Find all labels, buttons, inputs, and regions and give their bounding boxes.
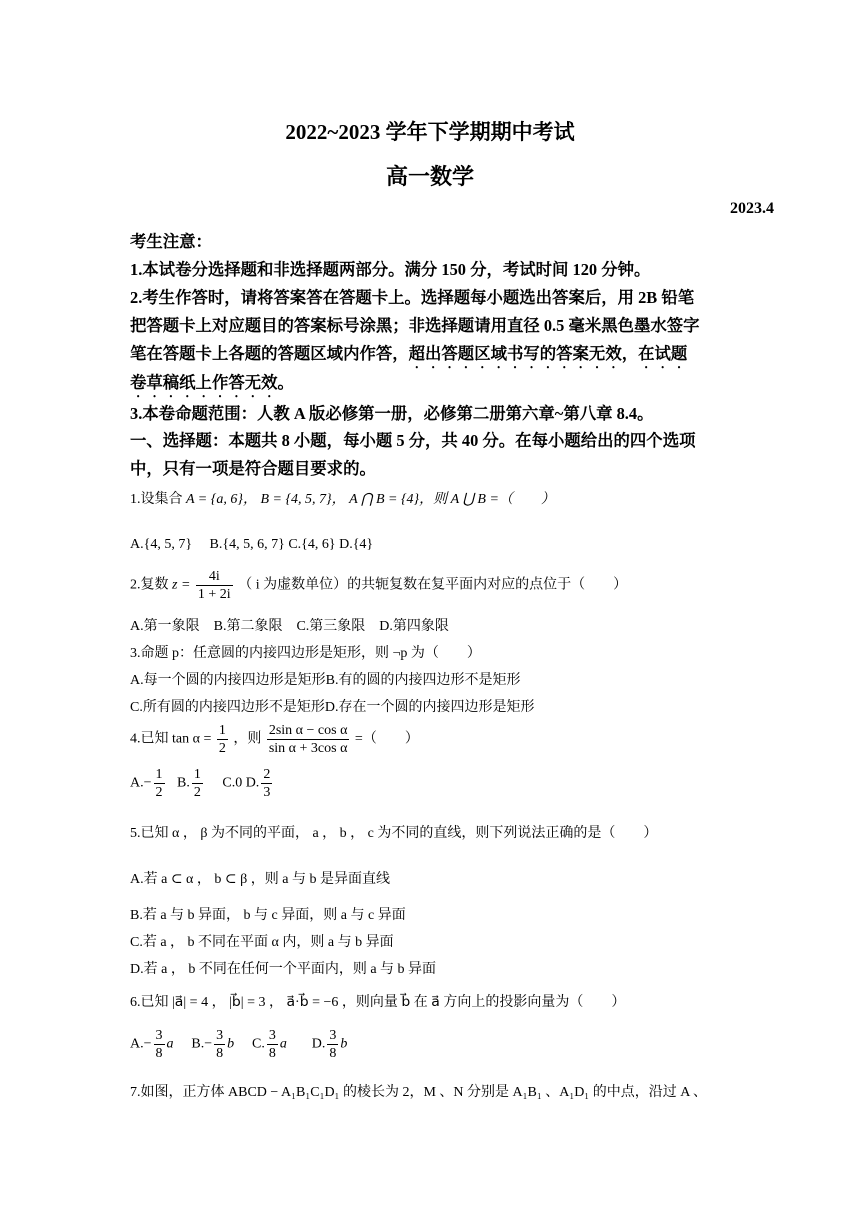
notice-emphasis: 卷草稿纸上作答无效 — [130, 373, 278, 392]
q-math: A ⋂ B = {4}，则 — [349, 492, 448, 507]
question-5-option-b: B.若 a 与 b 异面， b 与 c 异面，则 a 与 c 异面 — [130, 908, 406, 923]
q-text: C.0 D. — [222, 775, 260, 791]
q-math: A ⋃ B =（ ） — [450, 492, 555, 507]
notice-heading: 考生注意： — [130, 232, 212, 251]
numerator: 3 — [155, 1028, 163, 1043]
numerator: 3 — [216, 1028, 224, 1043]
q-text: B. — [177, 775, 190, 791]
fraction — [217, 722, 228, 757]
q-text: C. — [252, 1036, 265, 1052]
fraction — [327, 1027, 338, 1062]
fraction — [154, 766, 165, 801]
notice-emphasis: 超出答题区域书写的答案无效 — [408, 344, 622, 363]
numerator: 2sin α − cos α — [268, 723, 348, 738]
notice-item-2-line-2: 把答题卡上对应题目的答案标号涂黑；非选择题请用直径 0.5 毫米黑色墨水签字 — [130, 316, 700, 335]
denominator: 8 — [155, 1046, 163, 1061]
q-text: A.− — [130, 1036, 152, 1052]
question-4-options — [130, 766, 740, 801]
question-5-stem: 5.已知 α ， β 为不同的平面， a ， b ， c 为不同的直线，则下列说法正确的是（ ） — [130, 826, 658, 841]
fraction — [196, 568, 233, 603]
fraction — [267, 1027, 278, 1062]
denominator: 8 — [329, 1046, 337, 1061]
question-5-option-a: A.若 a ⊂ α ， b ⊂ β ，则 a 与 b 是异面直线 — [130, 872, 390, 887]
question-2-options: A.第一象限 B.第二象限 C.第三象限 D.第四象限 — [130, 619, 449, 634]
question-7-stem: 7.如图，正方体 ABCD − A₁B₁C₁D₁ 的棱长为 2，M 、N 分别是 A₁B₁ 、A₁D₁ 的中点，沿过 A 、 — [130, 1085, 708, 1100]
denominator: 2 — [218, 741, 226, 756]
q-text: 2.复数 — [130, 577, 169, 593]
question-5-option-d: D.若 a ， b 不同在任何一个平面内，则 a 与 b 异面 — [130, 962, 437, 977]
notice-item-2-line-3 — [130, 340, 740, 372]
numerator: 2 — [263, 767, 271, 782]
q-text: ，则 — [233, 731, 262, 747]
notice-text: 笔在答题卡上各题的答题区域内作答， — [130, 344, 409, 363]
notice-item-2-line-4 — [130, 369, 740, 401]
question-5-option-c: C.若 a ， b 不同在平面 α 内，则 a 与 b 异面 — [130, 935, 394, 950]
exam-date: 2023.4 — [730, 200, 774, 217]
question-6-stem: 6.已知 |a⃗| = 4 ， |b⃗| = 3 ， a⃗·b⃗ = −6 ，则向量 b⃗ 在 a⃗ 方向上的投影向量为（ ） — [130, 995, 626, 1010]
notice-item-1: 1.本试卷分选择题和非选择题两部分。满分 150 分，考试时间 120 分钟。 — [130, 260, 651, 279]
question-2-stem — [130, 568, 740, 603]
question-1-stem — [130, 488, 740, 508]
denominator: sin α + 3cos α — [268, 741, 348, 756]
question-1-options: A.{4, 5, 7} B.{4, 5, 6, 7} C.{4, 6} D.{4} — [130, 537, 374, 552]
fraction — [214, 1027, 225, 1062]
denominator: 8 — [216, 1046, 224, 1061]
question-6-options — [130, 1027, 740, 1062]
numerator: 1 — [193, 767, 201, 782]
question-4-stem — [130, 722, 740, 757]
fraction — [261, 766, 272, 801]
notice-item-2-line-1: 2.考生作答时，请将答案答在答题卡上。选择题每小题选出答案后，用 2B 铅笔 — [130, 288, 695, 307]
section-heading-line-1: 一、选择题：本题共 8 小题，每小题 5 分，共 40 分。在每小题给出的四个选项 — [130, 431, 696, 450]
numerator: 1 — [218, 723, 226, 738]
q-math: a⃗ — [279, 1036, 298, 1052]
question-3-options-line-2: C.所有圆的内接四边形不是矩形D.存在一个圆的内接四边形是矩形 — [130, 700, 535, 715]
q-text: D. — [311, 1036, 326, 1052]
notice-text: 。 — [277, 373, 294, 392]
question-3-stem: 3.命题 p：任意圆的内接四边形是矩形，则 ¬p 为（ ） — [130, 646, 481, 661]
section-heading-line-2: 中，只有一项是符合题目要求的。 — [130, 459, 376, 478]
q-text: A.− — [130, 775, 152, 791]
q-text: =（ ） — [354, 731, 419, 747]
exam-subject: 高一数学 — [385, 164, 474, 189]
q-math: z = — [172, 577, 191, 593]
q-text: 4.已知 — [130, 731, 169, 747]
question-3-options-line-1: A.每一个圆的内接四边形是矩形B.有的圆的内接四边形不是矩形 — [130, 673, 521, 688]
fraction — [267, 722, 350, 757]
q-text: B.− — [191, 1036, 213, 1052]
numerator: 3 — [268, 1028, 276, 1043]
numerator: 1 — [155, 767, 163, 782]
exam-title: 2022~2023 学年下学期期中考试 — [285, 120, 575, 144]
fraction — [154, 1027, 165, 1062]
numerator: 3 — [329, 1028, 337, 1043]
q-math: tan α = — [172, 731, 212, 747]
fraction — [192, 766, 203, 801]
denominator: 2 — [155, 785, 163, 800]
notice-text: ， — [621, 344, 639, 363]
denominator: 1 + 2i — [197, 587, 231, 602]
q-math: A = {a, 6}， — [186, 492, 257, 507]
denominator: 3 — [263, 785, 271, 800]
q-math: a⃗ — [166, 1036, 185, 1052]
q-math: b⃗ — [227, 1036, 246, 1052]
q-text: （ i 为虚数单位）的共轭复数在复平面内对应的点位于（ ） — [238, 577, 628, 593]
numerator: 4i — [196, 568, 233, 586]
denominator: 8 — [268, 1046, 276, 1061]
q-math: B = {4, 5, 7}， — [260, 492, 346, 507]
denominator: 2 — [193, 785, 201, 800]
notice-item-3: 3.本卷命题范围：人教 A 版必修第一册，必修第二册第六章~第八章 8.4。 — [130, 404, 654, 423]
q-text: 1.设集合 — [130, 492, 183, 507]
notice-emphasis: 在试题 — [638, 344, 688, 363]
q-math: b⃗ — [340, 1036, 359, 1052]
